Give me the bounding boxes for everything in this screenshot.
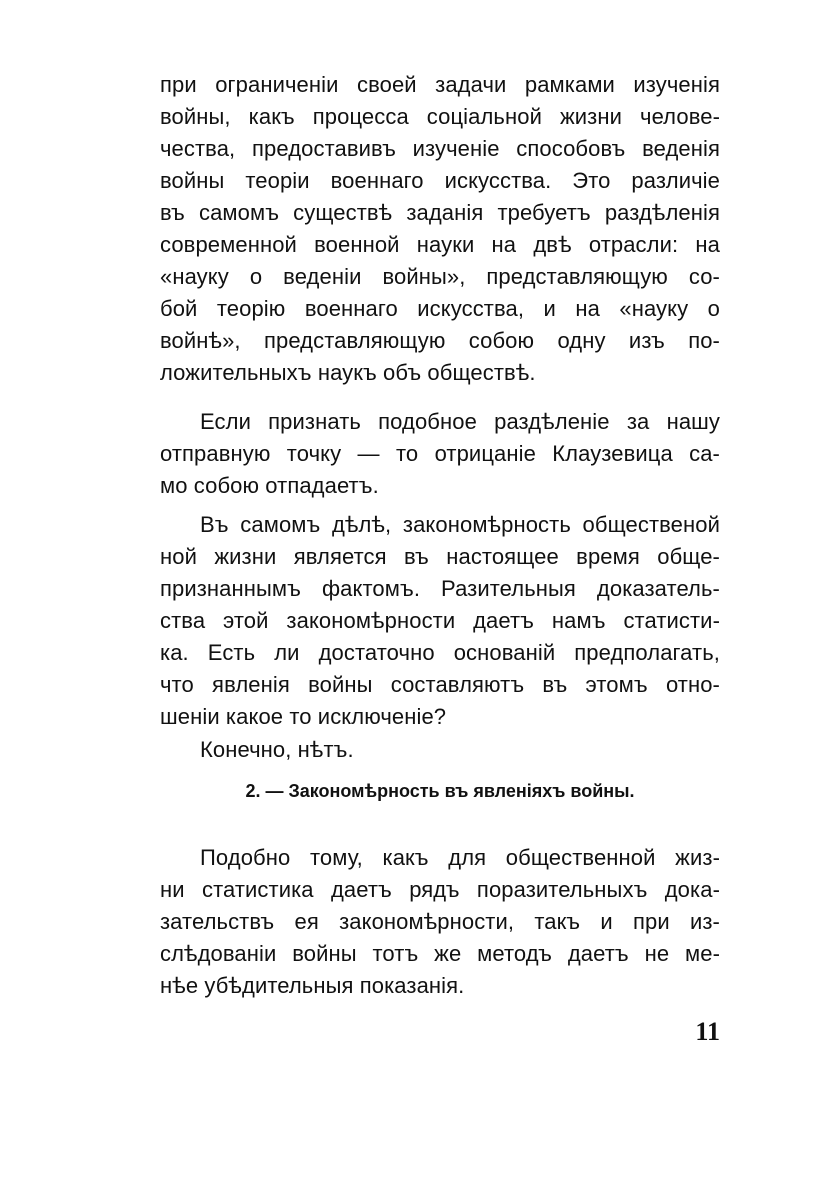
text-line: ложительныхъ наукъ объ обществѣ. <box>160 360 536 385</box>
text-line: мо собою отпадаетъ. <box>160 473 379 498</box>
text-line: войнѣ», представляющую собою одну изъ по- <box>160 328 720 353</box>
text-line: ни статистика даетъ рядъ поразительныхъ дока- <box>160 877 720 902</box>
text-line: при ограниченіи своей задачи рамками изученія <box>160 72 720 97</box>
text-line: «науку о веденіи войны», представляющую со- <box>160 264 720 289</box>
text-line: что явленія войны составляютъ въ этомъ отно- <box>160 672 720 697</box>
text-line: ной жизни является въ настоящее время обще- <box>160 544 720 569</box>
text-line: Конечно, нѣтъ. <box>200 737 354 762</box>
text-line: въ самомъ существѣ заданія требуетъ раздѣленія <box>160 200 720 225</box>
section-heading: 2. — Закономѣрность въ явленіяхъ войны. <box>245 781 635 801</box>
text-line: чества, предоставивъ изученіе способовъ веденія <box>160 136 720 161</box>
text-line: ка. Есть ли достаточно основаній предполагать, <box>160 640 720 665</box>
text-line: отправную точку — то отрицаніе Клаузевица са- <box>160 441 720 466</box>
text-line: ства этой закономѣрности даетъ намъ статисти- <box>160 608 720 633</box>
text-line: Если признать подобное раздѣленіе за нашу <box>200 409 720 434</box>
text-line: зательствъ ея закономѣрности, такъ и при из- <box>160 909 720 934</box>
text-line: войны теоріи военнаго искусства. Это различіе <box>160 168 720 193</box>
text-line: современной военной науки на двѣ отрасли: на <box>160 232 720 257</box>
text-line: слѣдованіи войны тотъ же методъ даетъ не ме- <box>160 941 720 966</box>
text-line: признаннымъ фактомъ. Разительныя доказатель- <box>160 576 720 601</box>
text-line: войны, какъ процесса соціальной жизни челове- <box>160 104 720 129</box>
text-line: бой теорію военнаго искусства, и на «науку о <box>160 296 720 321</box>
text-line: шеніи какое то исключеніе? <box>160 704 447 729</box>
page-number: 11 <box>695 1017 720 1046</box>
text-line: Въ самомъ дѣлѣ, закономѣрность общественой <box>200 512 720 537</box>
text-line: нѣе убѣдительныя показанія. <box>160 973 465 998</box>
text-line: Подобно тому, какъ для общественной жиз- <box>200 845 720 870</box>
